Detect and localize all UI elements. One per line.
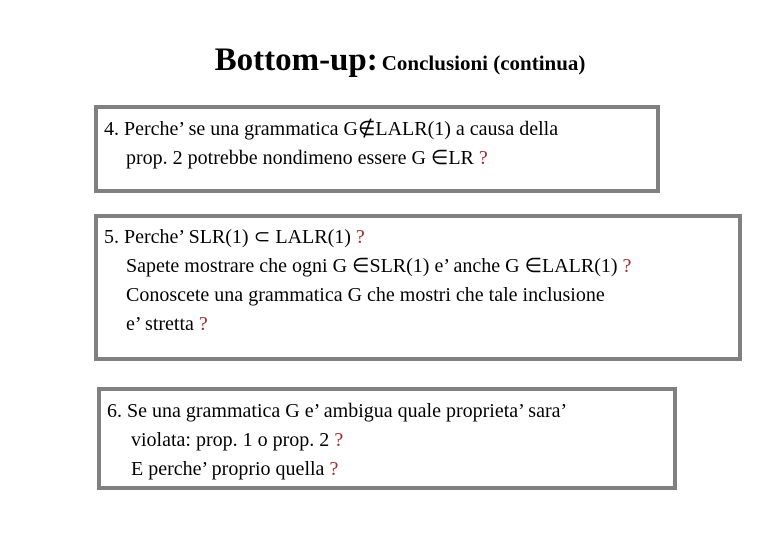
question-mark: ? bbox=[355, 226, 365, 248]
question-5-line-3 bbox=[126, 281, 605, 310]
question-6-line-3 bbox=[131, 455, 338, 484]
question-6-line-1 bbox=[107, 397, 567, 426]
title-subtitle: Conclusioni (continua) bbox=[381, 51, 586, 75]
question-4-line-2 bbox=[126, 144, 488, 173]
question-5-line-3-text: Conoscete una grammatica G che mostri che tale inclusione bbox=[126, 284, 605, 306]
question-mark: ? bbox=[622, 255, 632, 277]
question-4-line-2-text: prop. 2 potrebbe nondimeno essere G ∈LR bbox=[126, 147, 474, 169]
question-6-line-3-text: E perche’ proprio quella bbox=[131, 458, 325, 480]
question-box-5 bbox=[94, 214, 742, 361]
question-mark: ? bbox=[329, 458, 339, 480]
question-6-line-2-text: violata: prop. 1 o prop. 2 bbox=[131, 429, 330, 451]
question-6-line-2 bbox=[131, 426, 343, 455]
question-mark: ? bbox=[198, 313, 208, 335]
question-5-line-1-text: 5. Perche’ SLR(1) ⊂ LALR(1) bbox=[104, 226, 351, 248]
question-4-line-1 bbox=[104, 115, 558, 144]
question-5-line-4 bbox=[126, 310, 208, 339]
question-5-line-1 bbox=[104, 223, 365, 252]
question-mark: ? bbox=[334, 429, 344, 451]
question-5-line-2 bbox=[126, 252, 631, 281]
question-box-6 bbox=[97, 387, 677, 490]
question-mark: ? bbox=[478, 147, 488, 169]
title-main: Bottom-up: bbox=[214, 42, 378, 78]
slide-title bbox=[0, 42, 780, 79]
question-5-line-4-text: e’ stretta bbox=[126, 313, 194, 335]
question-6-line-1-text: 6. Se una grammatica G e’ ambigua quale proprieta’ sara’ bbox=[107, 400, 568, 422]
question-5-line-2-text: Sapete mostrare che ogni G ∈SLR(1) e’ anche G ∈LALR(1) bbox=[126, 255, 618, 277]
question-4-line-1-text: 4. Perche’ se una grammatica G∉LALR(1) a causa della bbox=[104, 118, 559, 140]
question-box-4 bbox=[94, 105, 660, 193]
